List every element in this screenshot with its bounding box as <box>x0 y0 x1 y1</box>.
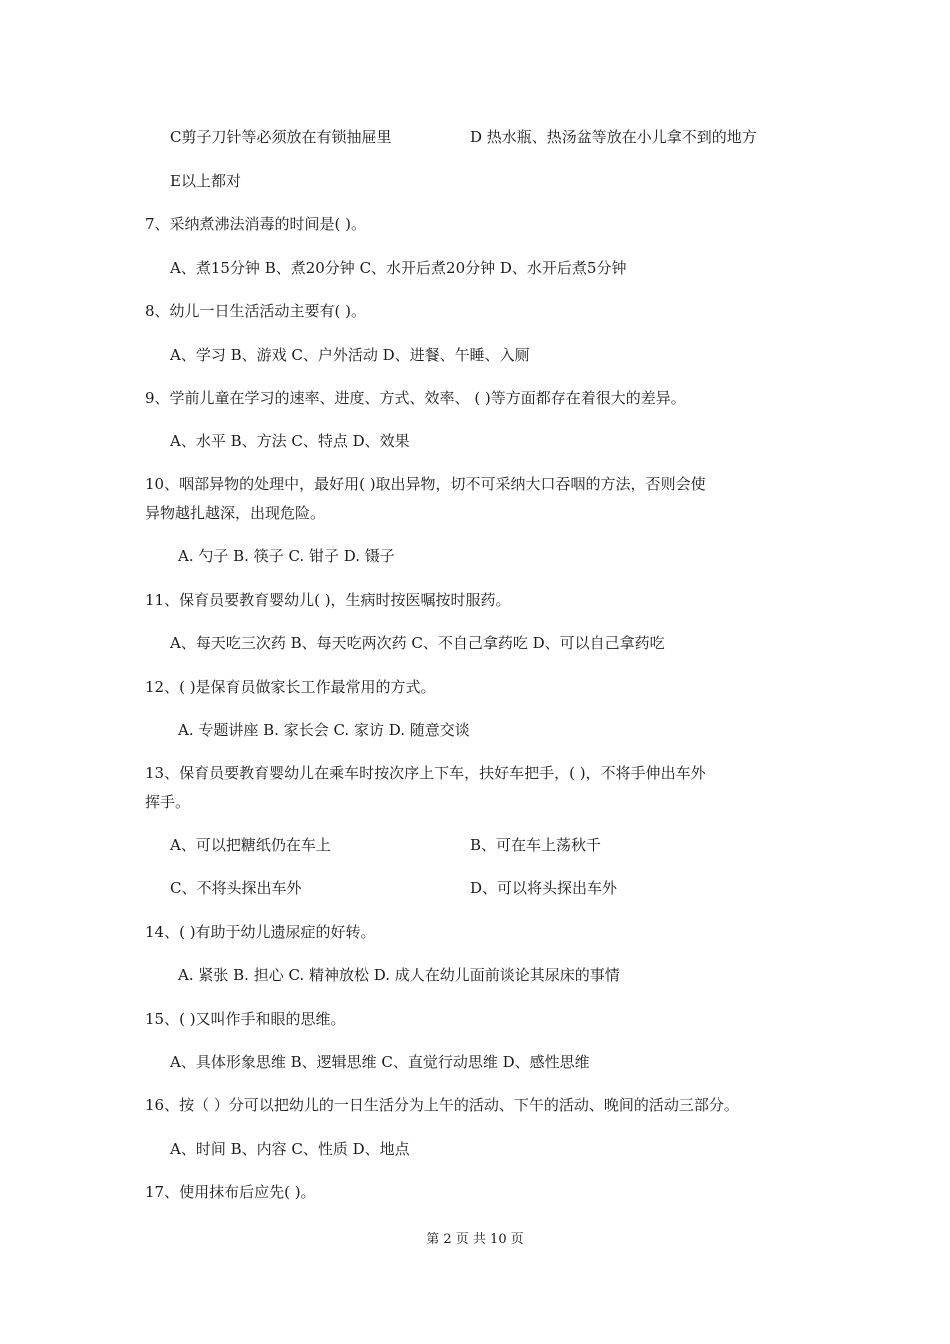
question-17: 17、使用抹布后应先( )。 <box>145 1183 316 1201</box>
question-11: 11、保育员要教育婴幼儿( )，生病时按医嘱按时服药。 <box>145 591 511 609</box>
option-13-a: A、可以把糖纸仍在车上 <box>170 836 331 854</box>
options-8: A、学习 B、游戏 C、户外活动 D、进餐、午睡、入厕 <box>170 346 530 364</box>
options-16: A、时间 B、内容 C、性质 D、地点 <box>170 1140 410 1158</box>
options-7: A、煮15分钟 B、煮20分钟 C、水开后煮20分钟 D、水开后煮5分钟 <box>170 259 627 277</box>
question-8: 8、幼儿一日生活活动主要有( )。 <box>145 302 367 320</box>
option-line: E以上都对 <box>170 172 241 190</box>
question-15: 15、( )又叫作手和眼的思维。 <box>145 1010 346 1028</box>
option-13-d: D、可以将头探出车外 <box>470 879 618 897</box>
question-16: 16、按（ ）分可以把幼儿的一日生活分为上午的活动、下午的活动、晚间的活动三部分。 <box>145 1096 739 1114</box>
options-12: A. 专题讲座 B. 家长会 C. 家访 D. 随意交谈 <box>178 721 470 739</box>
question-10: 10、咽部异物的处理中，最好用( )取出异物，切不可采纳大口吞咽的方法，否则会使 <box>145 475 706 493</box>
question-14: 14、( )有助于幼儿遗尿症的好转。 <box>145 923 376 941</box>
option-line: C剪子刀针等必须放在有锁抽屉里 <box>170 128 392 146</box>
question-12: 12、( )是保育员做家长工作最常用的方式。 <box>145 678 436 696</box>
option-13-c: C、不将头探出车外 <box>170 879 302 897</box>
question-10-cont: 异物越扎越深，出现危险。 <box>145 504 326 522</box>
options-10: A. 勺子 B. 筷子 C. 钳子 D. 镊子 <box>178 547 395 565</box>
options-9: A、水平 B、方法 C、特点 D、效果 <box>170 432 410 450</box>
question-7: 7、采纳煮沸法消毒的时间是( )。 <box>145 215 367 233</box>
page-number: 第 2 页 共 10 页 <box>426 1232 524 1247</box>
option-line: D 热水瓶、热汤盆等放在小儿拿不到的地方 <box>470 128 757 146</box>
options-15: A、具体形象思维 B、逻辑思维 C、直觉行动思维 D、感性思维 <box>170 1053 590 1071</box>
question-13-cont: 挥手。 <box>145 793 191 811</box>
question-9: 9、学前儿童在学习的速率、进度、方式、效率、 ( )等方面都存在着很大的差异。 <box>145 389 686 407</box>
question-13: 13、保育员要教育婴幼儿在乘车时按次序上下车，扶好车把手，( )，不将手伸出车外 <box>145 764 706 782</box>
options-14: A. 紧张 B. 担心 C. 精神放松 D. 成人在幼儿面前谈论其尿床的事情 <box>178 966 620 984</box>
options-11: A、每天吃三次药 B、每天吃两次药 C、不自己拿药吃 D、可以自己拿药吃 <box>170 634 665 652</box>
option-13-b: B、可在车上荡秋千 <box>470 836 602 854</box>
